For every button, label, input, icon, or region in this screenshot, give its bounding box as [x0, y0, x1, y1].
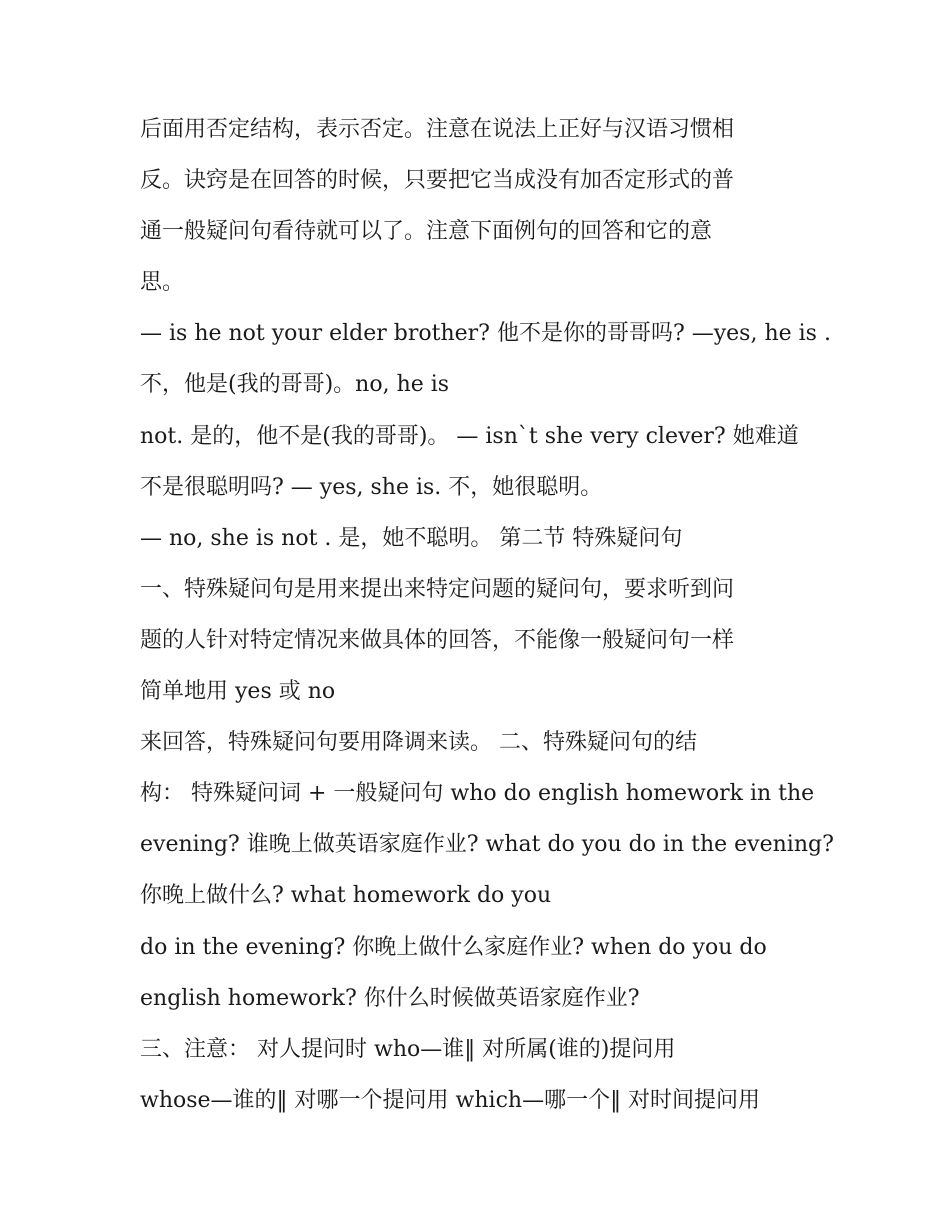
text-line: 一、特殊疑问句是用来提出来特定问题的疑问句，要求听到问: [140, 576, 735, 602]
body-text: [140, 104, 834, 1126]
text-line: 简单地用 yes 或 no: [140, 679, 336, 705]
text-line: 思。: [140, 270, 185, 296]
text-line: whose—谁的‖ 对哪一个提问用 which—哪一个‖ 对时间提问用: [140, 1087, 761, 1113]
text-line: evening? 谁晚上做英语家庭作业? what do you do in the evening?: [140, 832, 834, 858]
text-line: 来回答，特殊疑问句要用降调来读。 二、特殊疑问句的结: [140, 730, 697, 756]
text-line: — no, she is not . 是，她不聪明。 第二节 特殊疑问句: [140, 525, 683, 551]
text-line: 反。诀窍是在回答的时候，只要把它当成没有加否定形式的普: [140, 168, 735, 194]
text-line: 你晚上做什么? what homework do you: [140, 883, 552, 909]
text-line: do in the evening? 你晚上做什么家庭作业? when do you do: [140, 934, 767, 960]
text-line: 不是很聪明吗? — yes, she is. 不，她很聪明。: [140, 474, 603, 500]
text-line: english homework? 你什么时候做英语家庭作业?: [140, 985, 640, 1011]
text-line: 不，他是(我的哥哥)。no, he is: [140, 372, 450, 398]
text-line: — is he not your elder brother? 他不是你的哥哥吗? —yes, he is .: [140, 321, 831, 347]
text-line: 三、注意： 对人提问时 who—谁‖ 对所属(谁的)提问用: [140, 1036, 676, 1062]
text-line: not. 是的，他不是(我的哥哥)。 — isn`t she very clever? 她难道: [140, 423, 799, 449]
text-line: 构： 特殊疑问词 + 一般疑问句 who do english homework in the: [140, 781, 815, 807]
text-line: 题的人针对特定情况来做具体的回答，不能像一般疑问句一样: [140, 627, 735, 653]
text-line: 后面用否定结构，表示否定。注意在说法上正好与汉语习惯相: [140, 117, 735, 142]
text-line: 通一般疑问句看待就可以了。注意下面例句的回答和它的意: [140, 219, 713, 245]
